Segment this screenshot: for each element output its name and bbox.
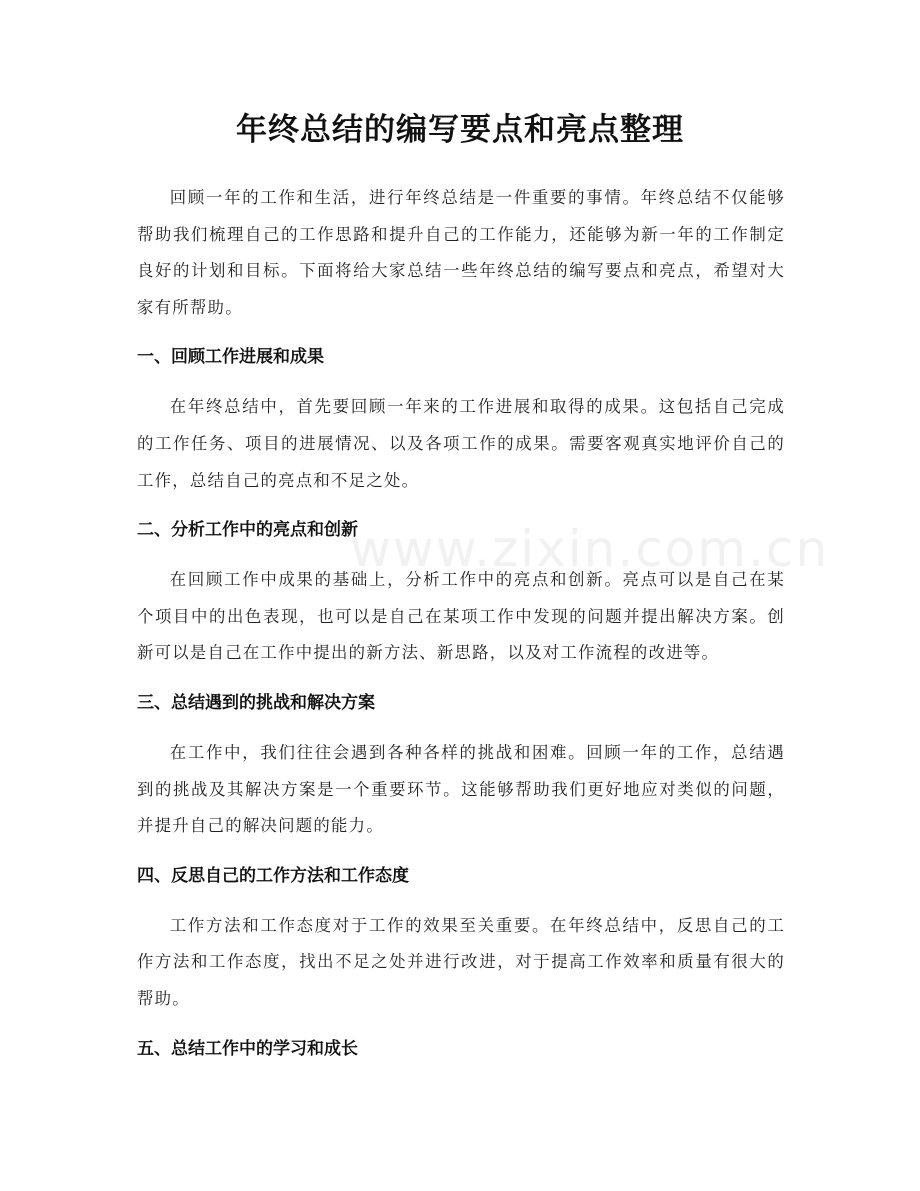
section-heading-5: 五、总结工作中的学习和成长 [137,1038,358,1059]
section-body-1: 在年终总结中，首先要回顾一年来的工作进展和取得的成果。这包括自己完成的工作任务、项目的进展情况、以及各项工作的成果。需要客观真实地评价自己的工作，总结自己的亮点和不足之处。 [137,397,785,490]
section-body-4: 工作方法和工作态度对于工作的效果至关重要。在年终总结中，反思自己的工作方法和工作态度，找出不足之处并进行改进，对于提高工作效率和质量有很大的帮助。 [137,915,785,1008]
watermark-text: www.zixin.com.cn [350,520,830,578]
section-heading-2: 二、分析工作中的亮点和创新 [137,520,358,541]
section-body-2: 在回顾工作中成果的基础上，分析工作中的亮点和创新。亮点可以是自己在某个项目中的出色表现，也可以是自己在某项工作中发现的问题并提出解决方案。创新可以是自己在工作中提出的新方法、新思路，以及对工作流程的改进等。 [137,570,785,663]
intro-paragraph: 回顾一年的工作和生活，进行年终总结是一件重要的事情。年终总结不仅能够帮助我们梳理自己的工作思路和提升自己的工作能力，还能够为新一年的工作制定良好的计划和目标。下面将给大家总结一些年终总结的编写要点和亮点，希望对大家有所帮助。 [137,188,785,317]
document-body [137,180,785,1067]
section-heading-4: 四、反思自己的工作方法和工作态度 [137,865,409,886]
section-heading-1: 一、回顾工作进展和成果 [137,347,324,368]
section-body-3: 在工作中，我们往往会遇到各种各样的挑战和困难。回顾一年的工作，总结遇到的挑战及其解决方案是一个重要环节。这能够帮助我们更好地应对类似的问题，并提升自己的解决问题的能力。 [137,742,785,836]
section-heading-3: 三、总结遇到的挑战和解决方案 [137,692,375,713]
document-title: 年终总结的编写要点和亮点整理 [236,112,684,148]
